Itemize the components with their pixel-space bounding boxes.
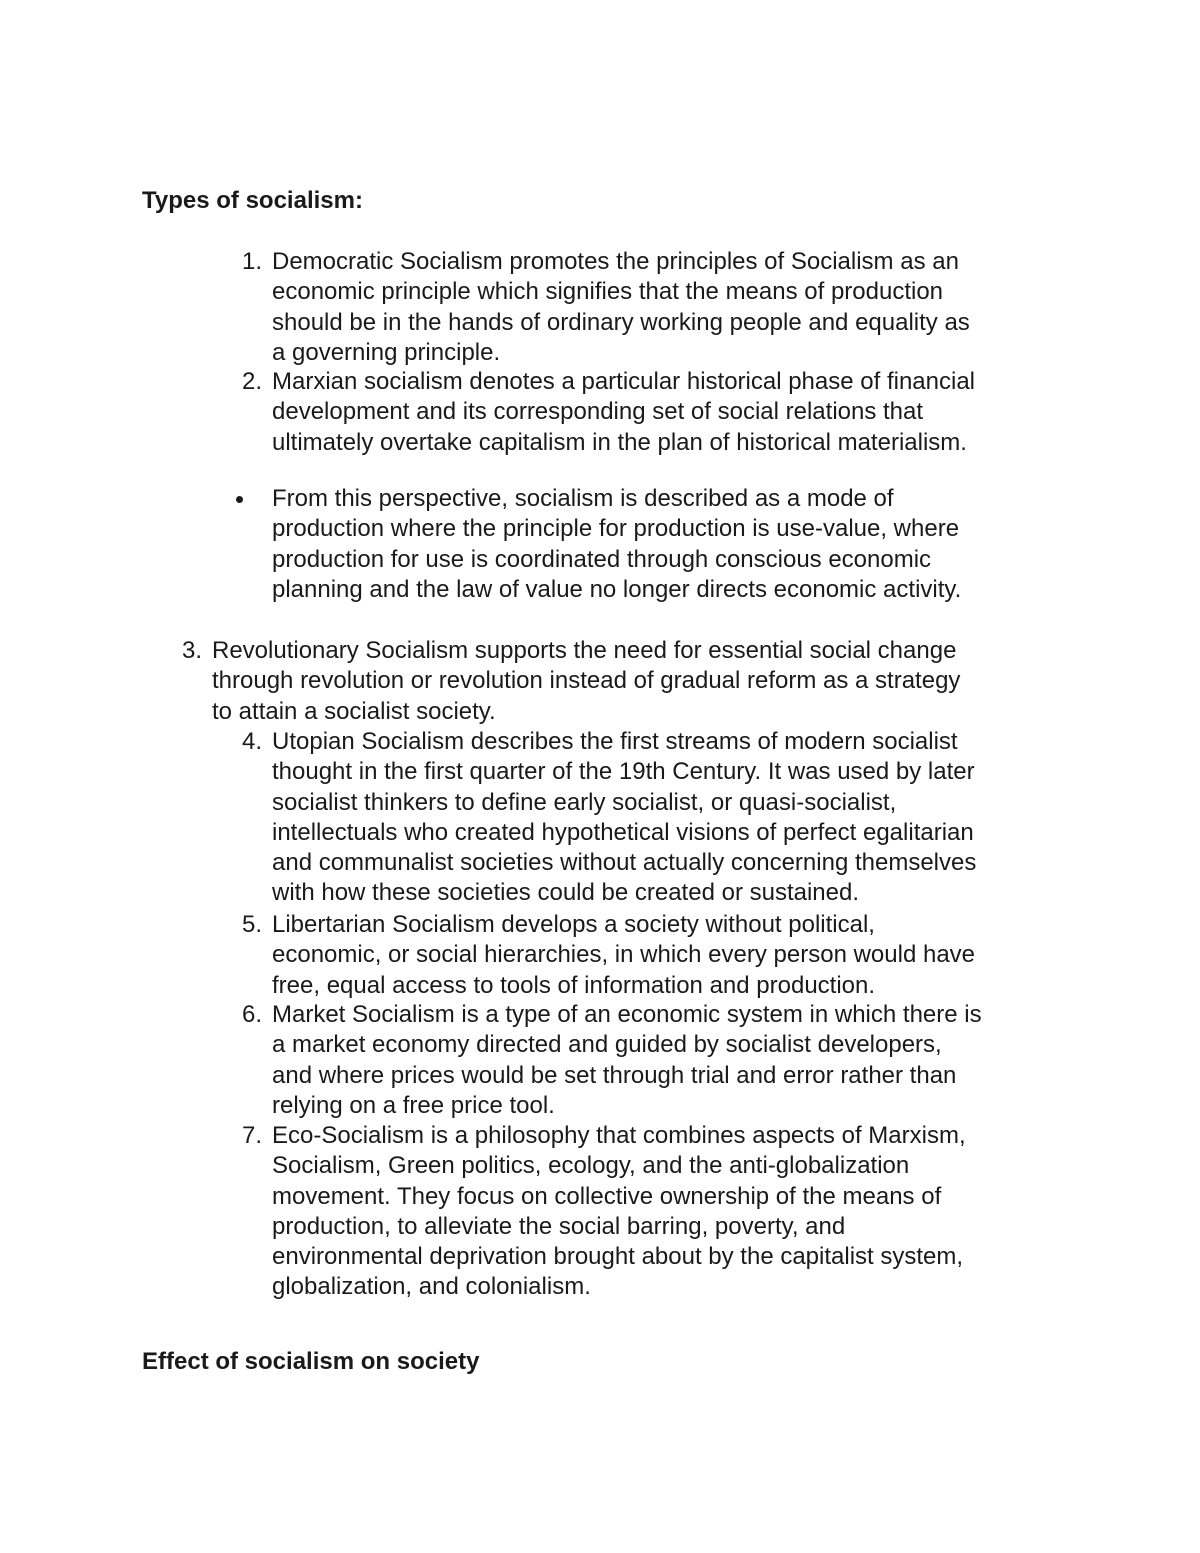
list-item-text-line: intellectuals who created hypothetical visions of perfect egalitarian <box>272 818 974 846</box>
list-item <box>241 247 970 368</box>
list-item-text-line: and communalist societies without actually concerning themselves <box>272 849 977 877</box>
list-item-text-line: environmental deprivation brought about by the capitalist system, <box>272 1243 964 1271</box>
list-item-text-line: to attain a socialist society. <box>212 697 496 725</box>
list-item-number: 6. <box>241 1001 262 1028</box>
list-item-text-line: socialist thinkers to define early socialist, or quasi-socialist, <box>272 788 897 816</box>
section-heading-effect: Effect of socialism on society <box>142 1348 480 1375</box>
list-item-text-line: production, to alleviate the social barring, poverty, and <box>272 1212 846 1240</box>
list-item-text-line: movement. They focus on collective ownership of the means of <box>272 1182 942 1210</box>
list-item-number: 2. <box>241 368 262 395</box>
list-item-text-line: Revolutionary Socialism supports the need for essential social change <box>212 637 957 664</box>
list-item-text-line: Eco-Socialism is a philosophy that combines aspects of Marxism, <box>272 1122 966 1149</box>
list-item-text-line: From this perspective, socialism is described as a mode of <box>272 485 894 512</box>
list-item-text-line: should be in the hands of ordinary working people and equality as <box>272 308 970 336</box>
list-item-text-line: planning and the law of value no longer directs economic activity. <box>272 575 962 603</box>
list-item-text-line: thought in the first quarter of the 19th Century. It was used by later <box>272 758 975 786</box>
list-item-text-line: a governing principle. <box>272 338 501 366</box>
list-item-text-line: and where prices would be set through trial and error rather than <box>272 1061 957 1089</box>
list-item-number: 5. <box>241 911 262 938</box>
list-item-text-line: with how these societies could be created or sustained. <box>272 879 860 907</box>
bullet-icon <box>236 496 243 503</box>
list-item-number: 4. <box>241 728 262 755</box>
list-item-number: 7. <box>241 1122 262 1149</box>
list-item <box>181 636 961 727</box>
list-item-text-line: a market economy directed and guided by socialist developers, <box>272 1031 942 1059</box>
list-item-text-line: production where the principle for production is use-value, where <box>272 515 960 543</box>
list-item-text-line: globalization, and colonialism. <box>272 1273 591 1301</box>
list-item-text-line: production for use is coordinated through conscious economic <box>272 545 932 573</box>
list-item <box>272 484 961 605</box>
list-item <box>241 1000 982 1121</box>
list-item-text-line: relying on a free price tool. <box>272 1091 555 1119</box>
list-item <box>241 367 976 458</box>
list-item-text-line: economic, or social hierarchies, in which every person would have <box>272 941 976 969</box>
list-item <box>241 910 976 1001</box>
list-item <box>241 727 977 909</box>
list-item-number: 3. <box>181 637 202 664</box>
list-item-text-line: Libertarian Socialism develops a society without political, <box>272 911 875 938</box>
list-item-text-line: Market Socialism is a type of an economic system in which there is <box>272 1001 982 1028</box>
list-item <box>241 1121 966 1303</box>
list-item-text-line: ultimately overtake capitalism in the plan of historical materialism. <box>272 428 967 456</box>
list-item-text-line: Utopian Socialism describes the first streams of modern socialist <box>272 728 958 755</box>
list-item-text-line: Democratic Socialism promotes the principles of Socialism as an <box>272 248 959 275</box>
list-item-number: 1. <box>241 248 262 275</box>
list-item-text-line: development and its corresponding set of social relations that <box>272 398 924 426</box>
list-item-text-line: free, equal access to tools of information and production. <box>272 971 876 999</box>
list-item-text-line: economic principle which signifies that the means of production <box>272 278 944 306</box>
list-item-text-line: through revolution or revolution instead of gradual reform as a strategy <box>212 667 961 695</box>
section-heading-types: Types of socialism: <box>142 187 363 214</box>
list-item-text-line: Socialism, Green politics, ecology, and the anti-globalization <box>272 1152 910 1180</box>
list-item-text-line: Marxian socialism denotes a particular historical phase of financial <box>272 368 976 395</box>
